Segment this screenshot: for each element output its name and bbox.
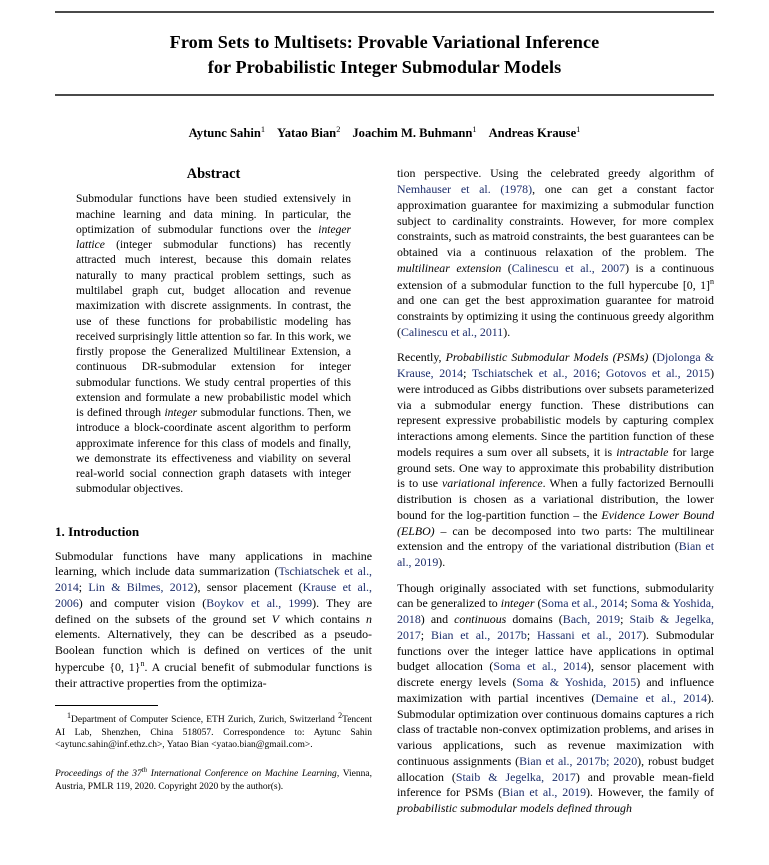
body-text: ; <box>420 627 431 642</box>
citation-link[interactable]: Bian et al., 2019 <box>502 785 587 800</box>
body-text: ; <box>463 366 472 381</box>
body-text: ; <box>620 612 630 627</box>
author-name: Yatao Bian$^2$ <box>277 125 341 141</box>
body-text: – can be decomposed into two parts: The multilinear extension and the entropy of the variational distribution ( <box>397 523 714 554</box>
math-symbol: V <box>271 611 279 626</box>
right-paragraph-1 <box>397 166 714 340</box>
body-text: ). Submodular optimization over continuous domains captures a rich class of tractable non-convex optimization problems, and arises in various applications, such as revenue maximization with continuous assignments ( <box>397 690 714 768</box>
copyright-text-run: Proceedings of the 37 <box>55 769 142 780</box>
body-text: ; <box>78 580 89 595</box>
copyright-notice <box>55 767 372 793</box>
body-text: ), sensor placement with discrete energy levels ( <box>397 659 714 690</box>
affiliation-footnote <box>55 711 372 751</box>
author-affiliation-marker: 1 <box>260 125 266 135</box>
citation-link[interactable]: Bian et al., 2017b; 2020 <box>519 753 638 768</box>
superscript: 1 <box>67 711 71 721</box>
citation-link[interactable]: Nemhauser et al. (1978) <box>397 182 533 197</box>
body-text: ; <box>596 366 606 381</box>
emphasis-text: n <box>366 611 372 626</box>
citation-link[interactable]: Bach, 2019 <box>562 612 621 627</box>
emphasis-text: Evidence Lower Bound (ELBO) <box>397 507 715 538</box>
body-text: ), sensor placement ( <box>193 580 303 595</box>
citation-link[interactable]: Soma & Yoshida, 2015 <box>516 675 637 690</box>
emphasis-text: continuous <box>454 612 507 627</box>
superscript: n <box>710 276 714 286</box>
body-text: ; <box>624 596 631 611</box>
paper-page <box>0 11 769 865</box>
emphasis-text: probabilistic submodular models defined through <box>397 801 632 816</box>
copyright-text-run: , Vienna, Austria, PMLR 119, 2020. Copyright 2020 by the author(s). <box>55 769 372 792</box>
citation-link[interactable]: Gotovos et al., 2015 <box>605 366 711 381</box>
body-text: , one can get a constant factor approximation guarantee for maximizing a submodular function subject to cardinality constraints. However, for more complex constraints, such as matroid constraints, the best guarantees can be obtained via a continuous relaxation of the problem. The <box>397 182 714 260</box>
body-text: . When a fully factorized Bernoulli distribution is chosen as a variational distribution, the lower bound for the log-partition function – the <box>397 476 714 522</box>
author-name: Aytunc Sahin$^1$ <box>188 125 266 141</box>
two-column-body <box>55 166 714 826</box>
body-text: Submodular functions have been studied extensively in machine learning and data mining. In particular, the optimization of submodular functions over the <box>76 193 351 236</box>
footnote-divider <box>55 705 158 706</box>
body-text: ) and computer vision ( <box>78 595 207 610</box>
citation-link[interactable]: Soma & Yoshida, 2018 <box>397 596 715 627</box>
emphasis-text: integer <box>164 407 198 420</box>
citation-link[interactable]: Tschiatschek et al., 2016 <box>471 366 597 381</box>
emphasis-text: integer lattice <box>76 223 351 252</box>
footnote-block <box>55 705 372 793</box>
copyright-text-run: th <box>141 767 148 775</box>
citation-link[interactable]: Bian et al., 2017b <box>430 627 527 642</box>
body-text: which contains <box>278 611 367 626</box>
body-text: ) and provable mean-field inference for PSMs ( <box>397 769 714 800</box>
right-column <box>397 166 714 826</box>
body-text: ; <box>526 627 537 642</box>
author-list <box>55 125 714 141</box>
emphasis-text: integer <box>500 596 535 611</box>
citation-link[interactable]: Calinescu et al., 2011 <box>400 324 504 339</box>
left-column <box>55 166 372 793</box>
citation-link[interactable]: Boykov et al., 1999 <box>206 595 313 610</box>
author-affiliation-marker: 1 <box>472 125 477 135</box>
citation-link[interactable]: Staib & Jegelka, 2017 <box>397 612 715 642</box>
superscript: 2 <box>338 711 343 721</box>
body-text: domains ( <box>506 612 563 627</box>
body-text: submodular functions. Then, we introduce a block-coordinate ascent algorithm to perform approximate inference for this class of models and finally, we demonstrate its effectiveness and viability on several real-world social connection graph datasets with integer submodular objectives. <box>76 407 352 496</box>
citation-link[interactable]: Tschiatschek et al., 2014 <box>55 564 373 595</box>
body-text: ), robust budget allocation ( <box>397 753 715 784</box>
emphasis-text: Probabilistic Submodular Models (PSMs) <box>445 350 649 365</box>
author-name: Joachim M. Buhmann$^1$ <box>352 125 477 141</box>
body-text: ). However, the family of <box>586 785 714 800</box>
emphasis-text: intractable <box>616 444 669 459</box>
citation-link[interactable]: Soma et al., 2014 <box>541 596 625 611</box>
citation-link[interactable]: Soma et al., 2014 <box>493 659 587 674</box>
author-affiliation-marker: 2 <box>336 125 341 135</box>
body-text: ( <box>648 350 657 365</box>
body-text: for large ground sets. One way to approximate this probability distribution is to use <box>397 444 714 491</box>
body-text: Submodular functions have many applications in machine learning, which include data summarization ( <box>55 548 372 579</box>
abstract-heading: Abstract <box>186 166 241 183</box>
body-text: Tencent AI Lab, Shenzhen, China 518057. Correspondence to: Aytunc Sahin <aytunc.sahin@inf.ethz.ch>, Yatao Bian <yatao.bian@gmail.com>. <box>55 715 372 751</box>
body-text: ) and influence maximization with partial incentives ( <box>397 675 714 705</box>
body-text: ( <box>534 596 542 611</box>
body-text: ). <box>438 555 446 569</box>
body-text: ( <box>501 260 512 275</box>
citation-link[interactable]: Demaine et al., 2014 <box>595 690 708 705</box>
body-text: (integer submodular functions) has recently attracted much interest, because this domain relates naturally to many practical problem settings, such as multilabel graph cut, budget allocation and revenue maximization with discrete assignments. In contrast, the use of these functions for probabilistic modeling has received surprisingly little attention so far. In this work, we firstly propose the Generalized Multilinear Extension, a continuous DR-submodular extension for integer submodular functions. We study central properties of this extension and formulate a new probabilistic model which is defined through <box>76 239 351 420</box>
superscript: n <box>140 658 145 668</box>
right-paragraph-3 <box>397 581 714 817</box>
body-text: ). <box>503 324 511 339</box>
author-affiliation-marker: 1 <box>576 125 581 135</box>
body-text: elements. Alternatively, they can be described as a pseudo-Boolean function which is defined on vertices of the unit hypercube {0, 1} <box>55 627 372 674</box>
citation-link[interactable]: Hassani et al., 2017 <box>536 627 643 642</box>
body-text: Though originally associated with set functions, submodularity can be generalized to <box>397 580 714 611</box>
citation-link[interactable]: Krause et al., 2006 <box>55 580 373 610</box>
intro-paragraph-1 <box>55 549 372 692</box>
body-text: Department of Computer Science, ETH Zurich, Zurich, Switzerland <box>71 715 339 726</box>
copyright-text-run: International Conference on Machine Learning <box>147 769 337 780</box>
citation-link[interactable]: Bian et al., 2019 <box>397 539 714 569</box>
citation-link[interactable]: Staib & Jegelka, 2017 <box>455 769 576 784</box>
citation-link[interactable]: Calinescu et al., 2007 <box>511 260 626 275</box>
title-line-1: From Sets to Multisets: Provable Variational Inference <box>169 32 600 52</box>
body-text: ) is a continuous extension of a submodular function to the full hypercube [0, 1] <box>397 260 714 292</box>
body-text: ). They are defined on the subsets of the ground set <box>55 595 373 626</box>
body-text: ). Submodular functions over the integer lattice have applications in optimal budget allocation ( <box>397 627 715 674</box>
body-text: tion perspective. Using the celebrated greedy algorithm of <box>397 166 714 181</box>
body-text: ) were introduced as Gibbs distributions over subsets parameterized via a submodular energy function. These distributions can represent expressive probabilistic models by capturing complex interactions among elements. Since the partition function of these models requires a sum over all subsets, it is <box>397 366 715 459</box>
section-heading-introduction: 1. Introduction <box>55 523 140 539</box>
author-name: Andreas Krause$^1$ <box>488 125 581 141</box>
body-text: and one can get the best approximation guarantee for matroid constraints by optimizing it using the continuous greedy algorithm ( <box>397 293 714 339</box>
emphasis-text: variational inference <box>442 476 543 491</box>
body-text: Recently, <box>397 350 446 365</box>
citation-link[interactable]: Lin & Bilmes, 2012 <box>88 580 194 595</box>
body-text: . A crucial benefit of submodular functions is their attractive properties from the optimiza- <box>55 659 372 690</box>
body-text: ) and <box>420 612 455 627</box>
abstract-text <box>55 192 372 497</box>
title-line-2: for Probabilistic Integer Submodular Models <box>207 57 562 78</box>
right-paragraph-2 <box>397 350 714 570</box>
header-rule-bottom <box>55 94 714 96</box>
paper-title <box>55 13 714 94</box>
emphasis-text: multilinear extension <box>397 260 502 275</box>
citation-link[interactable]: Djolonga & Krause, 2014 <box>397 350 714 381</box>
